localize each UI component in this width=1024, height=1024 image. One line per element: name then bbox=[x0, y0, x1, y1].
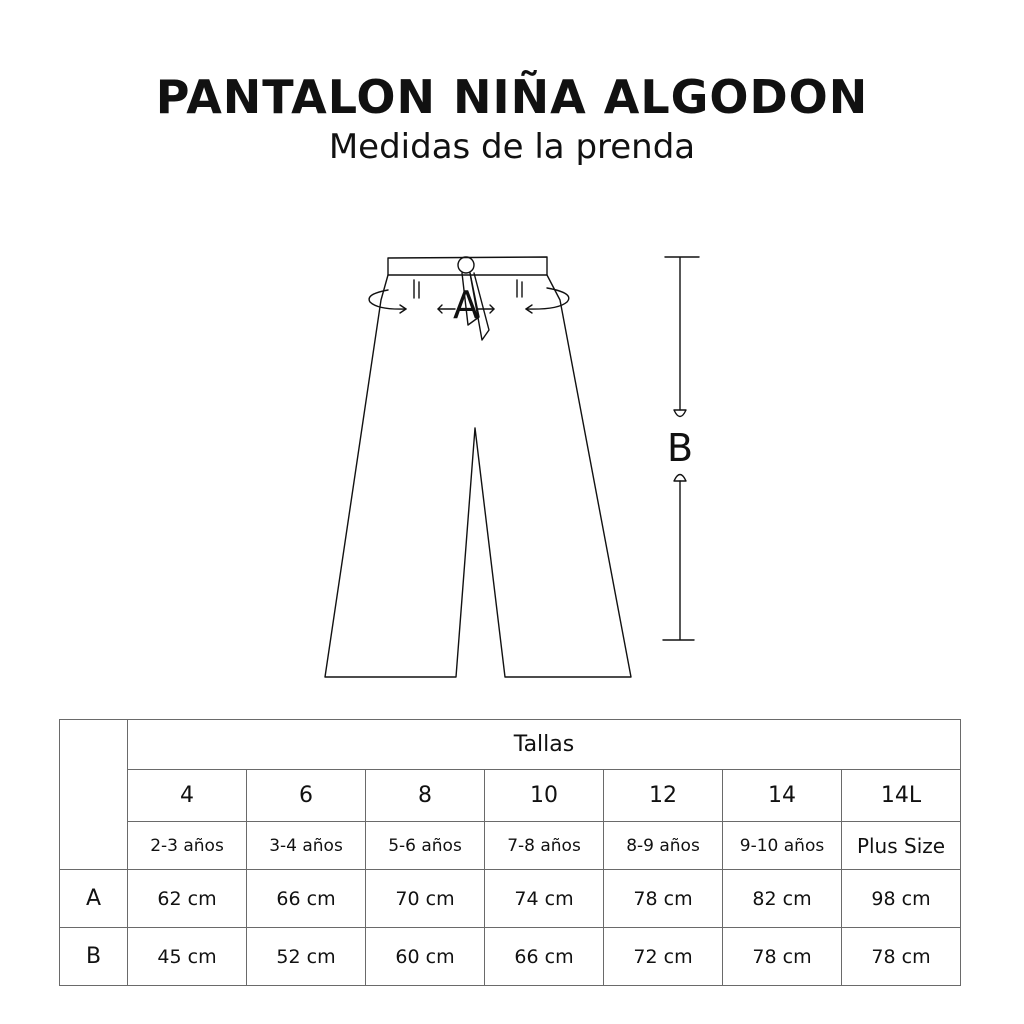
pants-tie-knot bbox=[458, 257, 474, 273]
label-b: B bbox=[666, 426, 694, 470]
value-cell: 72 cm bbox=[604, 928, 723, 986]
ages-row bbox=[60, 822, 961, 870]
value-cell: 78 cm bbox=[723, 928, 842, 986]
size-table bbox=[59, 719, 961, 986]
table-row bbox=[60, 928, 961, 986]
table-row bbox=[60, 870, 961, 928]
value-cell: 45 cm bbox=[128, 928, 247, 986]
length-line-top bbox=[665, 257, 699, 410]
size-cell: 14 bbox=[723, 770, 842, 822]
size-cell: 14L bbox=[842, 770, 961, 822]
value-cell: 52 cm bbox=[247, 928, 366, 986]
tallas-header: Tallas bbox=[128, 720, 961, 770]
pants-outline bbox=[325, 275, 631, 677]
length-arrow-bottom-head bbox=[674, 475, 686, 482]
row-label: B bbox=[60, 928, 128, 986]
waist-arrow-right bbox=[526, 288, 569, 309]
age-cell: 7-8 años bbox=[485, 822, 604, 870]
value-cell: 66 cm bbox=[247, 870, 366, 928]
value-cell: 82 cm bbox=[723, 870, 842, 928]
value-cell: 98 cm bbox=[842, 870, 961, 928]
size-cell: 12 bbox=[604, 770, 723, 822]
age-cell: 3-4 años bbox=[247, 822, 366, 870]
value-cell: 60 cm bbox=[366, 928, 485, 986]
value-cell: 74 cm bbox=[485, 870, 604, 928]
size-cell: 4 bbox=[128, 770, 247, 822]
age-cell: Plus Size bbox=[842, 822, 961, 870]
value-cell: 78 cm bbox=[842, 928, 961, 986]
size-cell: 6 bbox=[247, 770, 366, 822]
age-cell: 2-3 años bbox=[128, 822, 247, 870]
age-cell: 9-10 años bbox=[723, 822, 842, 870]
sizes-row bbox=[60, 770, 961, 822]
value-cell: 70 cm bbox=[366, 870, 485, 928]
size-cell: 10 bbox=[485, 770, 604, 822]
pants-pleat-right bbox=[517, 280, 522, 297]
size-cell: 8 bbox=[366, 770, 485, 822]
value-cell: 62 cm bbox=[128, 870, 247, 928]
table-corner-cell bbox=[60, 720, 128, 870]
length-line-bottom bbox=[663, 481, 694, 640]
table-header-row bbox=[60, 720, 961, 770]
age-cell: 5-6 años bbox=[366, 822, 485, 870]
value-cell: 66 cm bbox=[485, 928, 604, 986]
page-title: PANTALON NIÑA ALGODON bbox=[155, 70, 869, 124]
page-subtitle: Medidas de la prenda bbox=[328, 127, 696, 167]
label-a: A bbox=[453, 283, 479, 327]
length-arrow-top-head bbox=[674, 410, 686, 417]
row-label: A bbox=[60, 870, 128, 928]
age-cell: 8-9 años bbox=[604, 822, 723, 870]
value-cell: 78 cm bbox=[604, 870, 723, 928]
pants-pleat-left bbox=[414, 280, 419, 298]
waist-arrow-left bbox=[369, 290, 406, 309]
